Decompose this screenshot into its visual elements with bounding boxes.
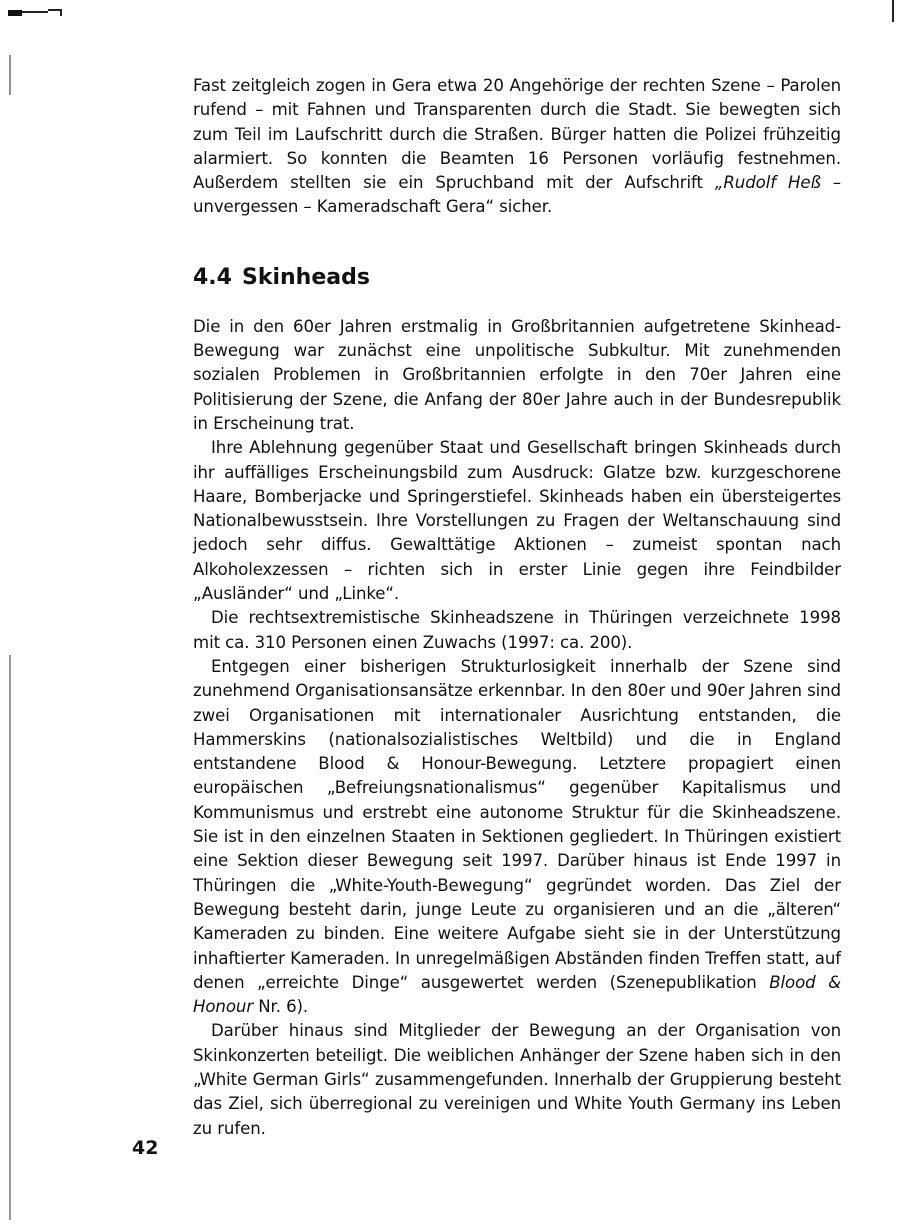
body-text: Entgegen einer bisherigen Strukturlosigkeit innerhalb der Szene sind zunehmend Organisationsansätze erkennbar. In den 80er und 90er Jahren sind zwei Organisationen mit internationaler Ausrichtung entstanden, die Hammerskins (nationalsozialistisches Weltbild) und die in England entstandene Blood & Honour-Bewegung. Letztere propagiert einen europäischen „Befreiungsnationalismus“ gegenüber Kapitalismus und Kommunismus und erstrebt eine autonome Struktur für die Skinheadszene. Sie ist in den einzelnen Staaten in Sektionen gegliedert. In Thüringen existiert eine Sektion dieser Bewegung seit 1997. Darüber hinaus ist Ende 1997 in Thüringen die „White-Youth-Bewegung“ gegründet worden. Das Ziel der Bewegung besteht darin, junge Leute zu organisieren und an die „älteren“ Kameraden zu binden. Eine weitere Aufgabe sieht sie in der Unterstützung inhaftierter Kameraden. In unregelmäßigen Abständen finden Treffen statt, auf denen „erreichte Dinge“ ausgewertet werden (Szenepublikation	[193, 656, 841, 992]
quote-rest: – unvergessen – Kameradschaft Gera“ sicher.	[193, 173, 841, 217]
section-title: Skinheads	[241, 264, 370, 290]
section-heading	[193, 264, 841, 292]
body-paragraph: Die rechtsextremistische Skinheadszene in Thüringen verzeichnete 1998 mit ca. 310 Personen einen Zuwachs (1997: ca. 200).	[193, 608, 841, 652]
body-paragraph	[193, 655, 841, 1019]
scan-artifact-icon	[8, 8, 64, 16]
body-paragraph: Ihre Ablehnung gegenüber Staat und Gesellschaft bringen Skinheads durch ihr auffälliges Erscheinungsbild zum Ausdruck: Glatze bzw. kurzgeschorene Haare, Bomberjacke und Springerstiefel. Skinheads haben ein übersteigertes Nationalbewusstsein. Ihre Vorstellungen zu Fragen der Weltanschauung sind jedoch sehr diffus. Gewalttätige Aktionen – zumeist spontan nach Alkoholexzessen – richten sich in erster Linie gegen ihre Feindbilder „Ausländer“ und „Linke“.	[193, 438, 841, 604]
quote-italic: „Rudolf Heß	[714, 173, 821, 193]
intro-text: Fast zeitgleich zogen in Gera etwa 20 Angehörige der rechten Szene – Parolen rufend – mit Fahnen und Transparenten durch die Stadt. Sie bewegten sich zum Teil im Laufschritt durch die Straßen. Bürger hatten die Polizei frühzeitig alarmiert. So konnten die Beamten 16 Personen vorläufig festnehmen. Außerdem stellten sie ein Spruchband mit der Aufschrift	[193, 76, 841, 193]
scan-edge-line	[9, 55, 11, 1220]
page-content	[193, 74, 841, 1141]
body-paragraph: Darüber hinaus sind Mitglieder der Bewegung an der Organisation von Skinkonzerten beteiligt. Die weiblichen Anhänger der Szene haben sich in den „White German Girls“ zusammengefunden. Innerhalb der Gruppierung besteht das Ziel, sich überregional zu vereinigen und White Youth Germany ins Leben zu rufen.	[193, 1021, 841, 1138]
body-paragraph: Die in den 60er Jahren erstmalig in Großbritannien aufgetretene Skinhead-Bewegung war zunächst eine unpolitische Subkultur. Mit zunehmenden sozialen Problemen in Großbritannien erfolgte in den 70er Jahren eine Politisierung der Szene, die Anfang der 80er Jahre auch in der Bundesrepublik in Erscheinung trat.	[193, 316, 841, 433]
body-text: Nr. 6).	[253, 997, 309, 1017]
page-number: 42	[132, 1137, 159, 1159]
publication-title: Blood & Honour	[193, 972, 841, 1017]
scan-edge-line-right	[892, 0, 894, 22]
intro-paragraph	[193, 74, 841, 220]
section-number: 4.4	[193, 264, 232, 290]
